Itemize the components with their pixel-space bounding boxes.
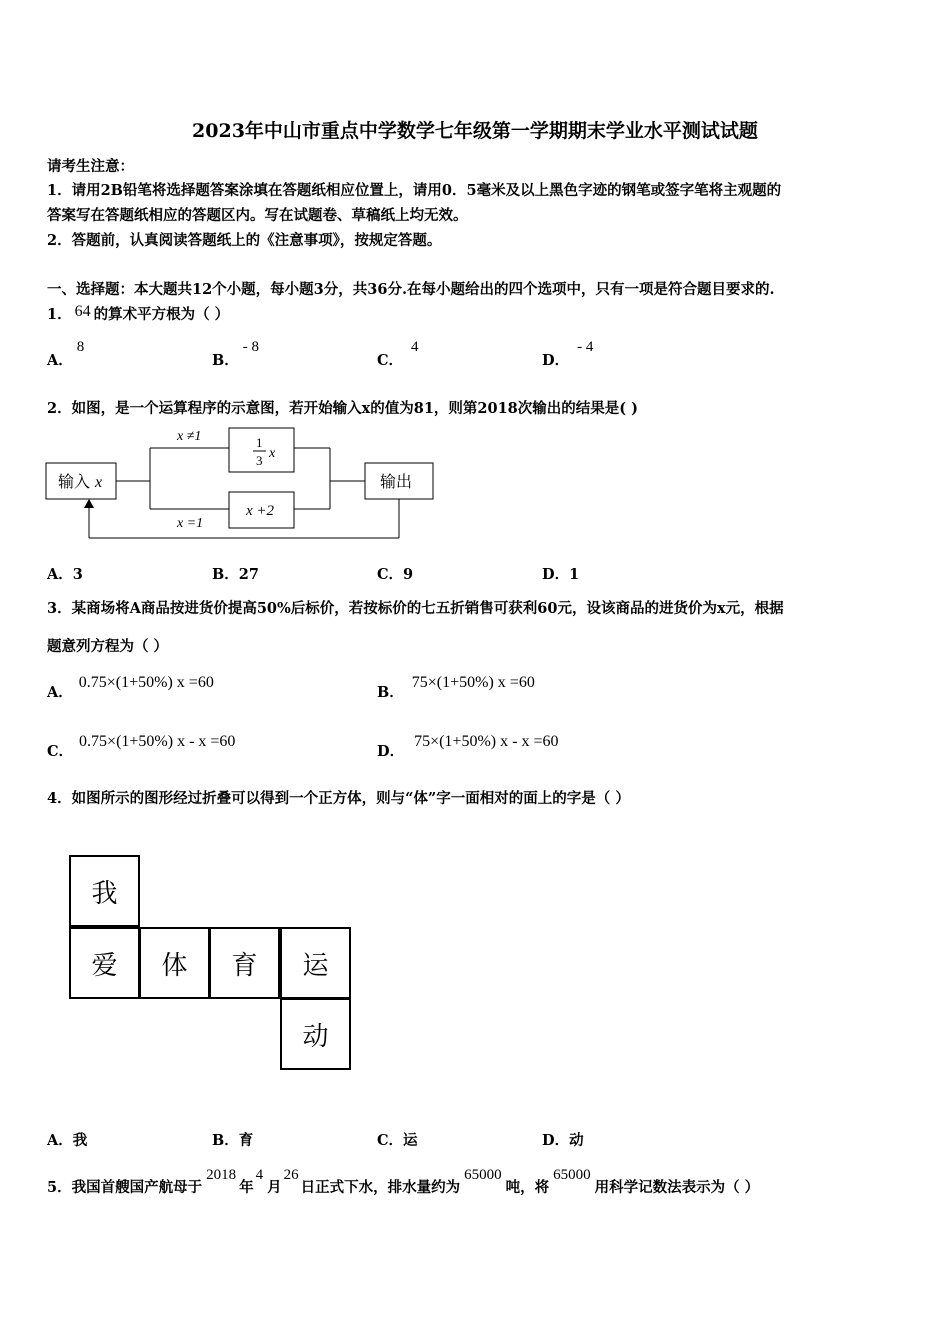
displacement: 65000 [464,1167,502,1183]
question-1-stem [47,303,229,324]
q4-option-b[interactable]: B．育 [212,1132,254,1149]
net-cell-ti: 体 [139,927,210,999]
question-4-stem: 4．如图所示的图形经过折叠可以得到一个正方体，则与“体”字一面相对的面上的字是（ ） [47,790,630,807]
question-5-stem: 5．我国首艘国产航母于2018年4月26日正式下水，排水量约为65000吨，将65000用科学记数法表示为（ ） [47,1167,760,1196]
q2-option-c[interactable]: C．9 [377,566,414,583]
fraction-den: 3 [256,453,263,468]
q3-option-a[interactable]: A．0.75×(1+50%) x =60 [47,674,214,701]
q2-option-d[interactable]: D．1 [542,566,580,583]
question-3-line-1: 3．某商场将A商品按进货价提高50%后标价，若按标价的七五折销售可获利60元，设该商品的进货价为x元，根据 [47,600,784,617]
input-label: 输入 [58,474,91,491]
net-cell-dong: 动 [280,998,351,1070]
q1-option-d[interactable]: D．- 4 [542,339,594,369]
year: 2018 [206,1167,237,1183]
notice-line-1: 1．请用2B铅笔将选择题答案涂填在答题纸相应位置上，请用0．5毫米及以上黑色字迹的钢笔或签字笔将主观题的 [47,182,782,199]
condition-top: x ≠1 [177,429,202,444]
net-cell-wo: 我 [69,855,140,927]
displacement-2: 65000 [553,1167,591,1183]
q4-option-d[interactable]: D．动 [542,1132,584,1149]
op-bottom-label: x +2 [246,503,275,519]
output-label: 输出 [380,474,413,491]
q3-option-b[interactable]: B．75×(1+50%) x =60 [377,674,535,701]
day: 26 [283,1167,299,1183]
fraction-num: 1 [256,435,263,450]
notice-line-3: 2．答题前，认真阅读答题纸上的《注意事项》，按规定答题。 [47,232,442,249]
notice-heading: 请考生注意： [47,158,134,175]
question-3-line-2: 题意列方程为（ ） [47,638,169,655]
q4-option-a[interactable]: A．我 [47,1132,88,1149]
input-var: x [95,474,103,491]
net-cell-ai: 爱 [69,927,140,999]
q2-option-b[interactable]: B．27 [212,566,259,583]
month: 4 [255,1167,264,1183]
q1-option-b[interactable]: B．- 8 [212,339,260,369]
loop-arrowhead [84,499,94,508]
q1-option-c[interactable]: C．4 [377,339,419,369]
question-2-stem: 2．如图，是一个运算程序的示意图，若开始输入x的值为81，则第2018次输出的结果是( ) [47,400,639,417]
q3-option-d[interactable]: D．75×(1+50%) x - x =60 [377,733,559,760]
question-text: 的算术平方根为（ ） [93,306,230,323]
q4-option-c[interactable]: C．运 [377,1132,418,1149]
radicand: 64 [74,303,91,320]
question-number: 1． [47,306,72,323]
fraction-var: x [269,446,276,461]
net-cell-yun: 运 [280,927,351,999]
condition-bottom: x =1 [177,516,204,531]
page-title: 2023年中山市重点中学数学七年级第一学期期末学业水平测试试题 [192,120,758,142]
section-heading: 一、选择题：本大题共12个小题，每小题3分，共36分.在每小题给出的四个选项中，只有一项是符合题目要求的. [47,281,775,298]
q2-option-a[interactable]: A．3 [47,566,83,583]
flow-diagram [40,420,440,542]
q3-option-c[interactable]: C．0.75×(1+50%) x - x =60 [47,733,236,760]
q1-option-a[interactable]: A．8 [47,339,85,369]
net-cell-yu: 育 [209,927,280,999]
notice-line-2: 答案写在答题纸相应的答题区内。写在试题卷、草稿纸上均无效。 [47,207,468,224]
